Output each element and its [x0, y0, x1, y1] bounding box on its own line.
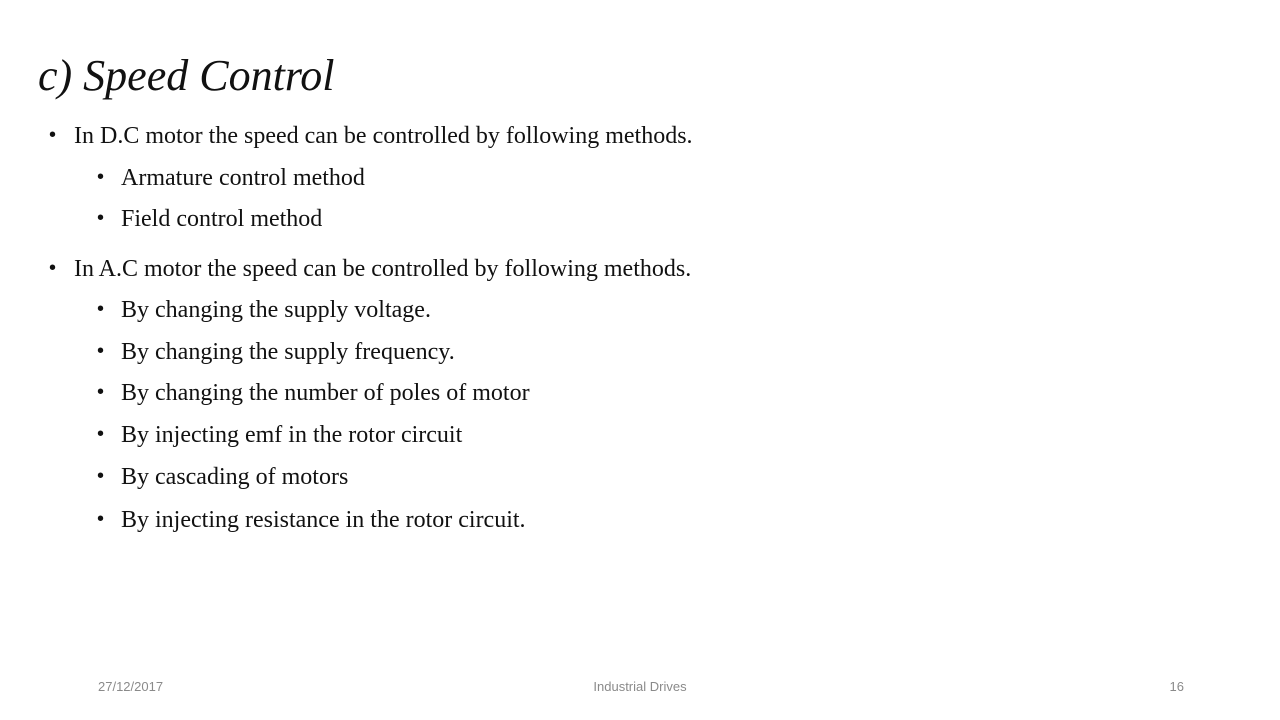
sub-bullet-text: By changing the supply voltage.	[121, 297, 431, 323]
sub-bullet-cascading-motors	[97, 462, 349, 492]
bullet-text: In A.C motor the speed can be controlled by following methods.	[74, 256, 692, 282]
sub-bullet-text: By injecting resistance in the rotor circuit.	[121, 507, 526, 533]
footer-title: Industrial Drives	[593, 679, 687, 694]
bullet-icon: •	[49, 257, 57, 279]
footer-date: 27/12/2017	[98, 679, 164, 694]
bullet-icon: •	[97, 465, 105, 487]
sub-bullet-supply-voltage	[97, 295, 431, 325]
slide-title: c) Speed Control	[38, 51, 335, 100]
sub-bullet-text: Armature control method	[121, 165, 365, 191]
sub-bullet-field-control	[97, 204, 323, 234]
sub-bullet-number-of-poles	[97, 378, 530, 408]
sub-bullet-armature-control	[97, 163, 365, 193]
bullet-icon: •	[97, 381, 105, 403]
sub-bullet-text: By cascading of motors	[121, 464, 349, 490]
slide-number: 16	[1169, 679, 1184, 694]
bullet-icon: •	[49, 124, 57, 146]
sub-bullet-text: By changing the number of poles of motor	[121, 380, 530, 406]
bullet-icon: •	[97, 508, 105, 530]
bullet-icon: •	[97, 207, 105, 229]
sub-bullet-injecting-emf	[97, 420, 463, 450]
sub-bullet-text: By changing the supply frequency.	[121, 339, 455, 365]
bullet-dc-methods	[49, 121, 693, 151]
sub-bullet-supply-frequency	[97, 337, 455, 367]
bullet-icon: •	[97, 340, 105, 362]
bullet-icon: •	[97, 423, 105, 445]
sub-bullet-text: By injecting emf in the rotor circuit	[121, 422, 463, 448]
bullet-icon: •	[97, 166, 105, 188]
bullet-text: In D.C motor the speed can be controlled by following methods.	[74, 123, 693, 149]
bullet-icon: •	[97, 298, 105, 320]
bullet-ac-methods	[49, 254, 692, 284]
sub-bullet-injecting-resistance	[97, 505, 526, 535]
sub-bullet-text: Field control method	[121, 206, 323, 232]
